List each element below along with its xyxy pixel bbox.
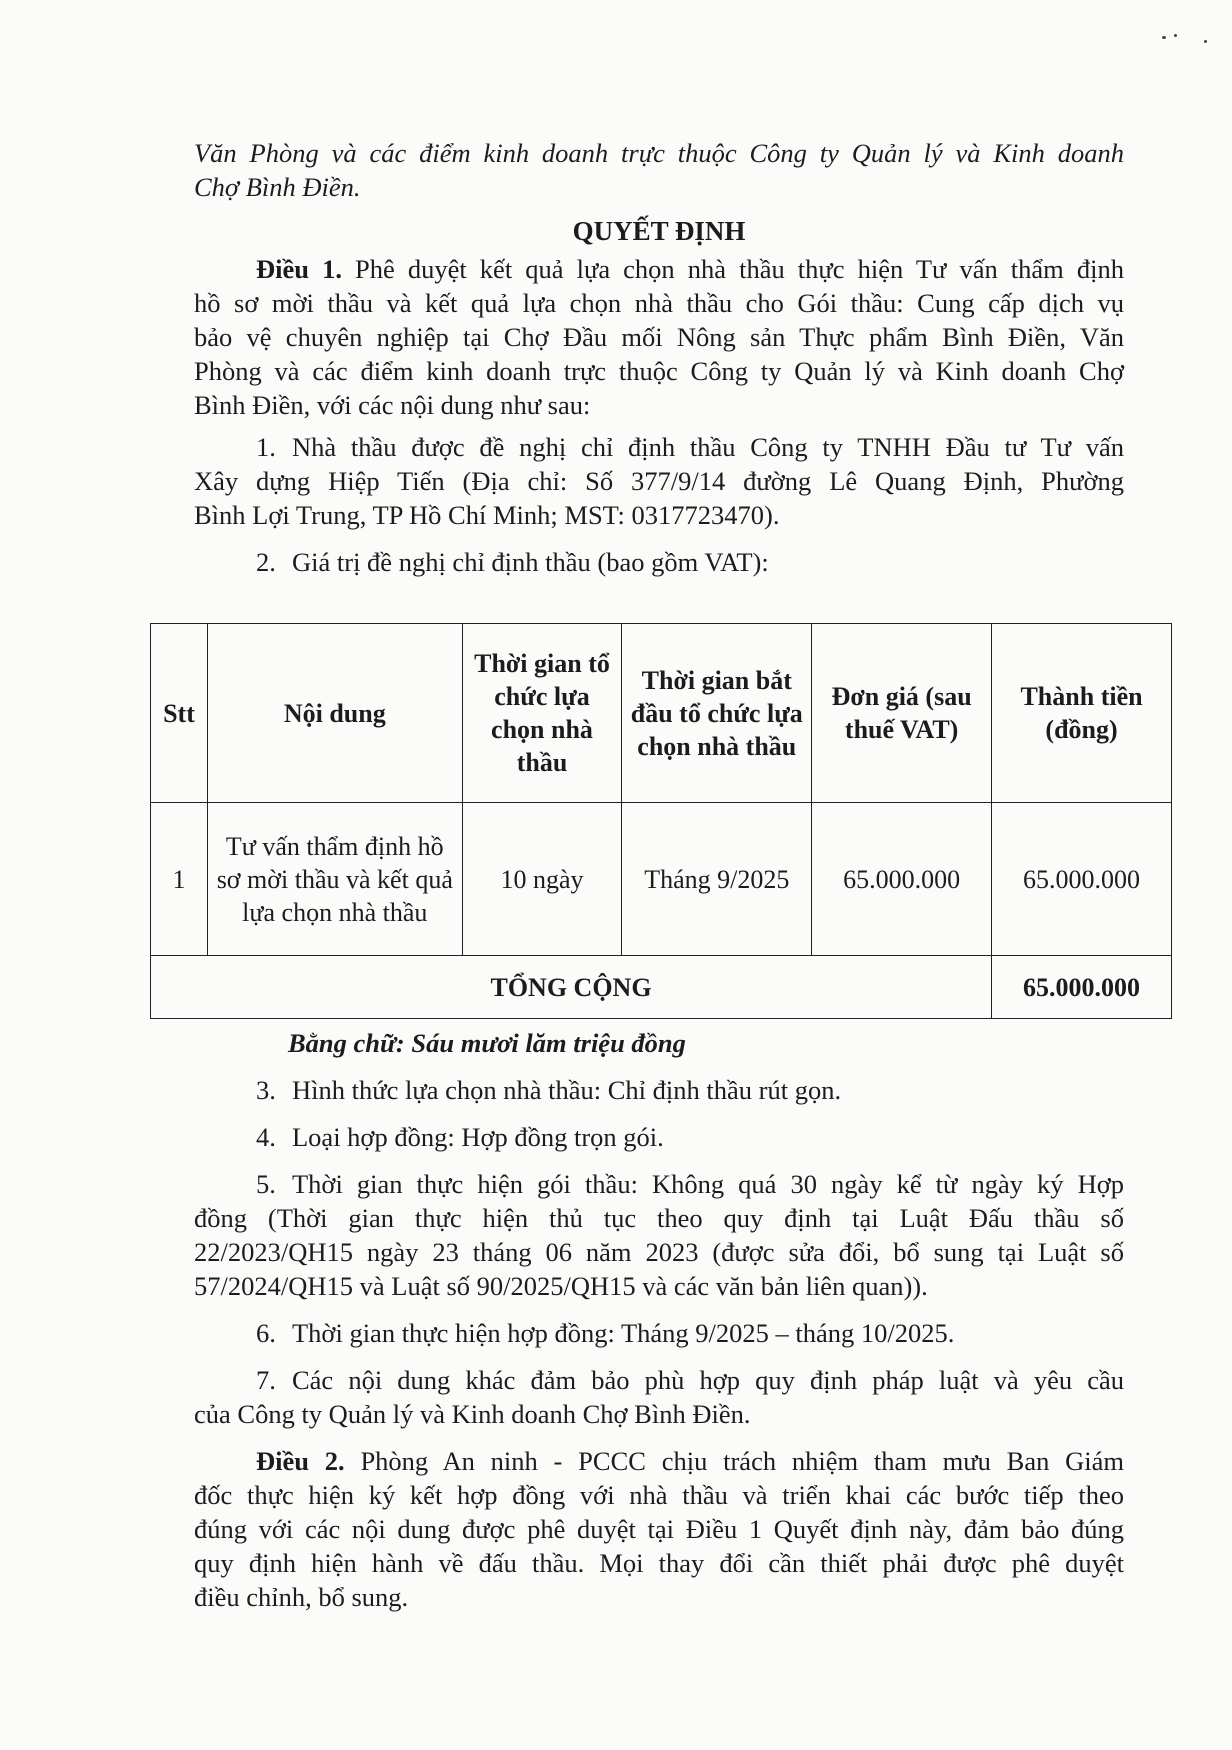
table-total-row (151, 956, 1172, 1019)
bid-value-table (150, 623, 1172, 1019)
cell-thoi-gian-bat-dau: Tháng 9/2025 (622, 803, 812, 956)
header-noi-dung: Nội dung (207, 624, 462, 803)
article-1-label: Điều 1. (256, 254, 342, 284)
cell-thanh-tien: 65.000.000 (992, 803, 1172, 956)
article-1-line-5: Bình Điền, với các nội dung như sau: (194, 390, 591, 420)
table-header-row (151, 624, 1172, 803)
article-2-line-5: điều chỉnh, bổ sung. (194, 1582, 409, 1612)
article-2-line-3: đúng với các nội dung được phê duyệt tại Điều 1 Quyết định này, đảm bảo đúng (194, 1514, 1124, 1544)
cell-thoi-gian-to-chuc: 10 ngày (462, 803, 622, 956)
amount-in-words: Bằng chữ: Sáu mươi lăm triệu đồng (288, 1028, 686, 1058)
item-4: 4. Loại hợp đồng: Hợp đồng trọn gói. (256, 1122, 664, 1152)
item-5-line-3: 22/2023/QH15 ngày 23 tháng 06 năm 2023 (được sửa đổi, bổ sung tại Luật số (194, 1237, 1124, 1267)
item-2: 2. Giá trị đề nghị chỉ định thầu (bao gồm VAT): (256, 547, 769, 577)
intro-line-2: Chợ Bình Điền. (194, 172, 361, 202)
article-1-line-2: hồ sơ mời thầu và kết quả lựa chọn nhà thầu cho Gói thầu: Cung cấp dịch vụ (194, 288, 1124, 318)
article-2-line-2: đốc thực hiện ký kết hợp đồng với nhà thầu và triển khai các bước tiếp theo (194, 1480, 1124, 1510)
cell-don-gia: 65.000.000 (812, 803, 992, 956)
item-5-line-4: 57/2024/QH15 và Luật số 90/2025/QH15 và các văn bản liên quan)). (194, 1271, 928, 1301)
item-2-number: 2. (256, 547, 276, 577)
item-5-line-1: 5. Thời gian thực hiện gói thầu: Không quá 30 ngày kể từ ngày ký Hợp (256, 1169, 1124, 1199)
header-don-gia: Đơn giá (sau thuế VAT) (812, 624, 992, 803)
article-2-line-1: Điều 2. Phòng An ninh - PCCC chịu trách nhiệm tham mưu Ban Giám (256, 1446, 1124, 1476)
document-body-bottom (194, 1026, 1124, 1614)
cell-noi-dung: Tư vấn thẩm định hồ sơ mời thầu và kết quả lựa chọn nhà thầu (207, 803, 462, 956)
article-1-line-1: Điều 1. Phê duyệt kết quả lựa chọn nhà thầu thực hiện Tư vấn thẩm định (256, 254, 1124, 284)
article-2-line-4: quy định hiện hành về đấu thầu. Mọi thay đổi cần thiết phải được phê duyệt (194, 1548, 1124, 1578)
item-7-line-2: của Công ty Quản lý và Kinh doanh Chợ Bình Điền. (194, 1399, 751, 1429)
intro-line-1: Văn Phòng và các điểm kinh doanh trực thuộc Công ty Quản lý và Kinh doanh (194, 138, 1124, 168)
item-7-number: 7. (256, 1365, 276, 1395)
item-6: 6. Thời gian thực hiện hợp đồng: Tháng 9/2025 – tháng 10/2025. (256, 1318, 955, 1348)
item-6-number: 6. (256, 1318, 276, 1348)
table-row (151, 803, 1172, 956)
scan-specks (1160, 28, 1220, 48)
item-3-number: 3. (256, 1075, 276, 1105)
header-stt: Stt (151, 624, 208, 803)
item-1-line-2: Xây dựng Hiệp Tiến (Địa chỉ: Số 377/9/14 đường Lê Quang Định, Phường (194, 466, 1124, 496)
item-1-number: 1. (256, 432, 276, 462)
item-7-line-1: 7. Các nội dung khác đảm bảo phù hợp quy định pháp luật và yêu cầu (256, 1365, 1124, 1395)
item-4-number: 4. (256, 1122, 276, 1152)
total-value: 65.000.000 (992, 956, 1172, 1019)
article-1-line-4: Phòng và các điểm kinh doanh trực thuộc Công ty Quản lý và Kinh doanh Chợ (194, 356, 1124, 386)
item-3: 3. Hình thức lựa chọn nhà thầu: Chỉ định thầu rút gọn. (256, 1075, 842, 1105)
header-thoi-gian-bat-dau: Thời gian bắt đầu tổ chức lựa chọn nhà thầu (622, 624, 812, 803)
article-2-label: Điều 2. (256, 1446, 345, 1476)
header-thanh-tien: Thành tiền (đồng) (992, 624, 1172, 803)
item-5-line-2: đồng (Thời gian thực hiện thủ tục theo quy định tại Luật Đấu thầu số (194, 1203, 1124, 1233)
item-1-line-1: 1. Nhà thầu được đề nghị chỉ định thầu Công ty TNHH Đầu tư Tư vấn (256, 432, 1124, 462)
cell-stt: 1 (151, 803, 208, 956)
item-5-number: 5. (256, 1169, 276, 1199)
article-1-line-3: bảo vệ chuyên nghiệp tại Chợ Đầu mối Nông sản Thực phẩm Bình Điền, Văn (194, 322, 1124, 352)
item-1-line-3: Bình Lợi Trung, TP Hồ Chí Minh; MST: 0317723470). (194, 500, 780, 530)
total-label: TỔNG CỘNG (151, 956, 992, 1019)
decision-title: QUYẾT ĐỊNH (572, 216, 746, 246)
header-thoi-gian-to-chuc: Thời gian tổ chức lựa chọn nhà thầu (462, 624, 622, 803)
document-body-top (194, 136, 1124, 579)
